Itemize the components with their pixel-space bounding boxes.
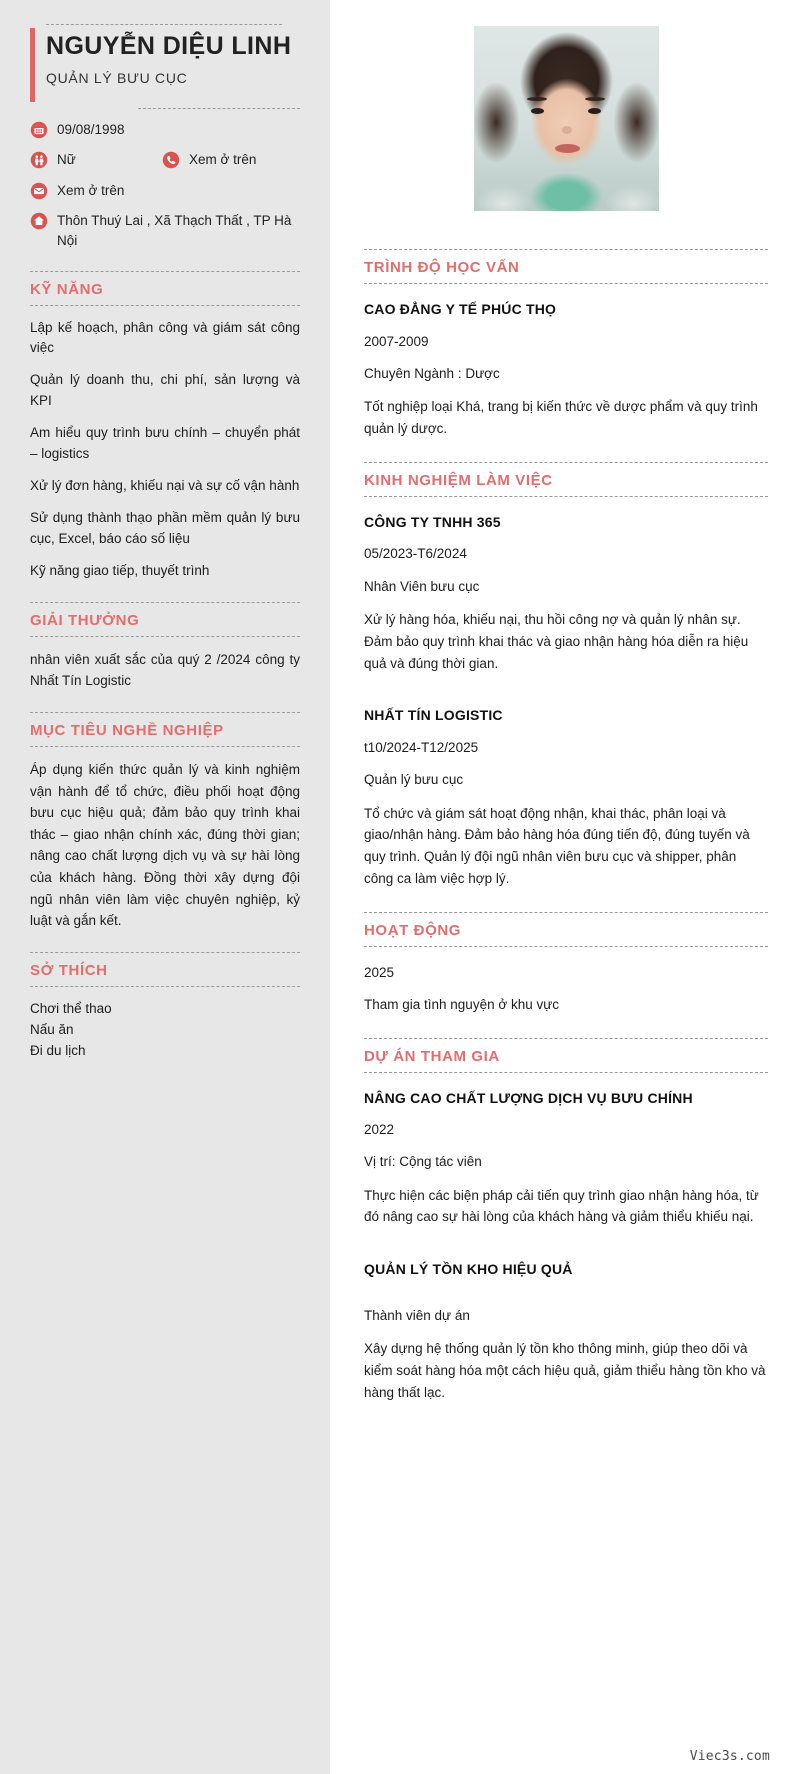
section-experience bbox=[364, 462, 768, 890]
entry-description: Tổ chức và giám sát hoạt động nhận, khai thác, phân loại và giao/nhận hàng. Đảm bảo hàng hóa đúng tiến độ, đúng tuyến và quy trình. Quản lý đội ngũ nhân viên bưu cục và shipper, phân công ca làm việc hợp lý. bbox=[364, 805, 750, 887]
entry-period: 2007-2009 bbox=[364, 333, 429, 349]
spacer bbox=[364, 1246, 768, 1260]
contact-item-birthday bbox=[30, 120, 300, 140]
spacer bbox=[364, 1292, 768, 1306]
contact-row bbox=[30, 120, 300, 140]
section-hobbies bbox=[30, 952, 300, 1062]
contact-item-address bbox=[30, 211, 300, 250]
section-experience-header bbox=[364, 462, 768, 497]
section-awards-header bbox=[30, 602, 300, 637]
entry-period: t10/2024-T12/2025 bbox=[364, 740, 479, 756]
home-icon bbox=[30, 212, 48, 230]
entry-description: Tốt nghiệp loại Khá, trang bị kiến thức về dược phẩm và quy trình quản lý dược. bbox=[364, 399, 758, 436]
birthday-value: 09/08/1998 bbox=[57, 121, 125, 137]
section-activities-header bbox=[364, 912, 768, 947]
contact-info bbox=[30, 108, 300, 251]
section-awards-title: GIẢI THƯỞNG bbox=[30, 611, 140, 629]
objective-text: Áp dụng kiến thức quản lý và kinh nghiệm vận hành để tổ chức, điều phối hoạt động bưu cục hiệu quả; đảm bảo quy trình khai thác – giao nhận chính xác, đúng thời gian; nâng cao chất lượng dịch vụ và sự hài lòng của khách hàng. Đồng thời xây dựng đội ngũ nhân viên làm việc chuyên nghiệp, kỷ luật và gắn kết. bbox=[30, 761, 300, 929]
section-education-body bbox=[364, 284, 768, 440]
section-hobbies-body bbox=[30, 987, 300, 1062]
section-awards-body bbox=[30, 637, 300, 692]
section-hobbies-header bbox=[30, 952, 300, 987]
page-title: NGUYỄN DIỆU LINH bbox=[46, 32, 292, 60]
right-sections bbox=[364, 249, 768, 1404]
email-icon bbox=[30, 182, 48, 200]
entry-title: NÂNG CAO CHẤT LƯỢNG DỊCH VỤ BƯU CHÍNH bbox=[364, 1089, 693, 1106]
list-item: Am hiểu quy trình bưu chính – chuyển phát – logistics bbox=[30, 425, 300, 462]
entry-title: QUẢN LÝ TỒN KHO HIỆU QUẢ bbox=[364, 1261, 573, 1278]
entry-period: 05/2023-T6/2024 bbox=[364, 546, 467, 562]
entry-title: NHẤT TÍN LOGISTIC bbox=[364, 707, 503, 724]
main-content bbox=[330, 0, 800, 1774]
list-item: Nấu ăn bbox=[30, 1021, 74, 1037]
gender-icon bbox=[30, 151, 48, 169]
entry-period: 2022 bbox=[364, 1122, 395, 1138]
entry-subtitle: Quản lý bưu cục bbox=[364, 772, 464, 788]
contact-item-gender bbox=[30, 150, 162, 170]
section-activities bbox=[364, 912, 768, 1016]
contact-row bbox=[30, 211, 300, 250]
entry-title: CAO ĐẲNG Y TẾ PHÚC THỌ bbox=[364, 301, 557, 317]
section-skills-body bbox=[30, 306, 300, 582]
phone-icon bbox=[162, 151, 180, 169]
awards-text: nhân viên xuất sắc của quý 2 /2024 công ty Nhất Tín Logistic bbox=[30, 651, 300, 689]
contact-item-phone bbox=[162, 150, 300, 170]
list-item: Chơi thể thao bbox=[30, 1000, 112, 1016]
profile-photo bbox=[474, 26, 659, 211]
list-item bbox=[364, 300, 768, 440]
section-projects-title: DỰ ÁN THAM GIA bbox=[364, 1047, 500, 1065]
section-hobbies-title: SỞ THÍCH bbox=[30, 961, 108, 979]
email-value: Xem ở trên bbox=[57, 182, 125, 198]
list-item bbox=[364, 513, 768, 675]
section-activities-body bbox=[364, 947, 768, 1016]
entry-subtitle: Vị trí: Cộng tác viên bbox=[364, 1154, 482, 1170]
section-objective-title: MỤC TIÊU NGHỀ NGHIỆP bbox=[30, 721, 224, 739]
photo-detail bbox=[585, 97, 605, 101]
section-awards bbox=[30, 602, 300, 692]
footer-brand: Viec3s.com bbox=[689, 1749, 770, 1764]
job-title: QUẢN LÝ BƯU CỤC bbox=[46, 69, 188, 86]
list-item bbox=[364, 1260, 768, 1403]
section-education-title: TRÌNH ĐỘ HỌC VẤN bbox=[364, 259, 520, 276]
entry-subtitle: Nhân Viên bưu cục bbox=[364, 578, 480, 594]
section-education bbox=[364, 249, 768, 440]
list-item: Quản lý doanh thu, chi phí, sản lượng và KPI bbox=[30, 372, 300, 409]
section-objective-body bbox=[30, 747, 300, 932]
section-objective bbox=[30, 712, 300, 932]
entry-subtitle: Thành viên dự án bbox=[364, 1307, 470, 1323]
list-item: Sử dụng thành thạo phần mềm quản lý bưu cục, Excel, báo cáo số liệu bbox=[30, 510, 300, 546]
list-item: Xử lý đơn hàng, khiếu nại và sự cố vận hành bbox=[30, 478, 300, 494]
photo-detail bbox=[588, 108, 601, 114]
list-item bbox=[364, 963, 768, 1016]
list-item bbox=[364, 1089, 768, 1229]
photo-detail bbox=[562, 126, 572, 134]
photo-detail bbox=[527, 97, 547, 101]
section-objective-header bbox=[30, 712, 300, 747]
address-value: Thôn Thuý Lai , Xã Thạch Thất , TP Hà Nội bbox=[57, 213, 292, 248]
section-skills bbox=[30, 271, 300, 582]
entry-subtitle: Chuyên Ngành : Dược bbox=[364, 365, 500, 381]
photo-detail bbox=[531, 108, 544, 114]
entry-subtitle: Tham gia tình nguyện ở khu vực bbox=[364, 997, 559, 1013]
entry-description: Thực hiện các biện pháp cải tiến quy trình giao nhận hàng hóa, từ đó nâng cao sự hài lòng của khách hàng và giảm thiểu khiếu nại. bbox=[364, 1187, 759, 1225]
sidebar bbox=[0, 0, 330, 1774]
section-projects-body bbox=[364, 1073, 768, 1404]
avatar bbox=[474, 26, 659, 211]
gender-value: Nữ bbox=[57, 152, 76, 168]
contact-row bbox=[30, 150, 300, 170]
phone-value: Xem ở trên bbox=[189, 152, 257, 168]
entry-period: 2025 bbox=[364, 965, 395, 981]
contact-divider bbox=[138, 108, 300, 109]
section-activities-title: HOẠT ĐỘNG bbox=[364, 922, 462, 940]
spacer bbox=[364, 692, 768, 706]
list-item bbox=[364, 706, 768, 890]
contact-row bbox=[30, 181, 300, 201]
calendar-icon bbox=[30, 121, 48, 139]
section-projects-header bbox=[364, 1038, 768, 1073]
section-education-header bbox=[364, 249, 768, 284]
entry-description: Xử lý hàng hóa, khiếu nại, thu hồi công nợ và quản lý nhân sự. Đảm bảo quy trình khai thác và giao nhận hàng hóa diễn ra hiệu quả và đúng thời gian. bbox=[364, 611, 749, 671]
name-block bbox=[30, 18, 300, 92]
section-experience-body bbox=[364, 497, 768, 890]
list-item: Lập kế hoạch, phân công và giám sát công việc bbox=[30, 319, 300, 356]
section-skills-title: KỸ NĂNG bbox=[30, 280, 104, 298]
entry-title: CÔNG TY TNHH 365 bbox=[364, 513, 501, 530]
section-experience-title: KINH NGHIỆM LÀM VIỆC bbox=[364, 471, 553, 489]
name-divider bbox=[46, 24, 282, 25]
list-item: Đi du lịch bbox=[30, 1042, 86, 1058]
section-skills-header bbox=[30, 271, 300, 306]
section-projects bbox=[364, 1038, 768, 1404]
contact-item-email bbox=[30, 181, 300, 201]
entry-description: Xây dựng hệ thống quản lý tồn kho thông minh, giúp theo dõi và kiểm soát hàng hóa một cách hiệu quả, giảm thiểu hàng tồn kho và hàng thất lạc. bbox=[364, 1341, 766, 1400]
photo-detail bbox=[555, 144, 580, 153]
list-item: Kỹ năng giao tiếp, thuyết trình bbox=[30, 562, 210, 578]
